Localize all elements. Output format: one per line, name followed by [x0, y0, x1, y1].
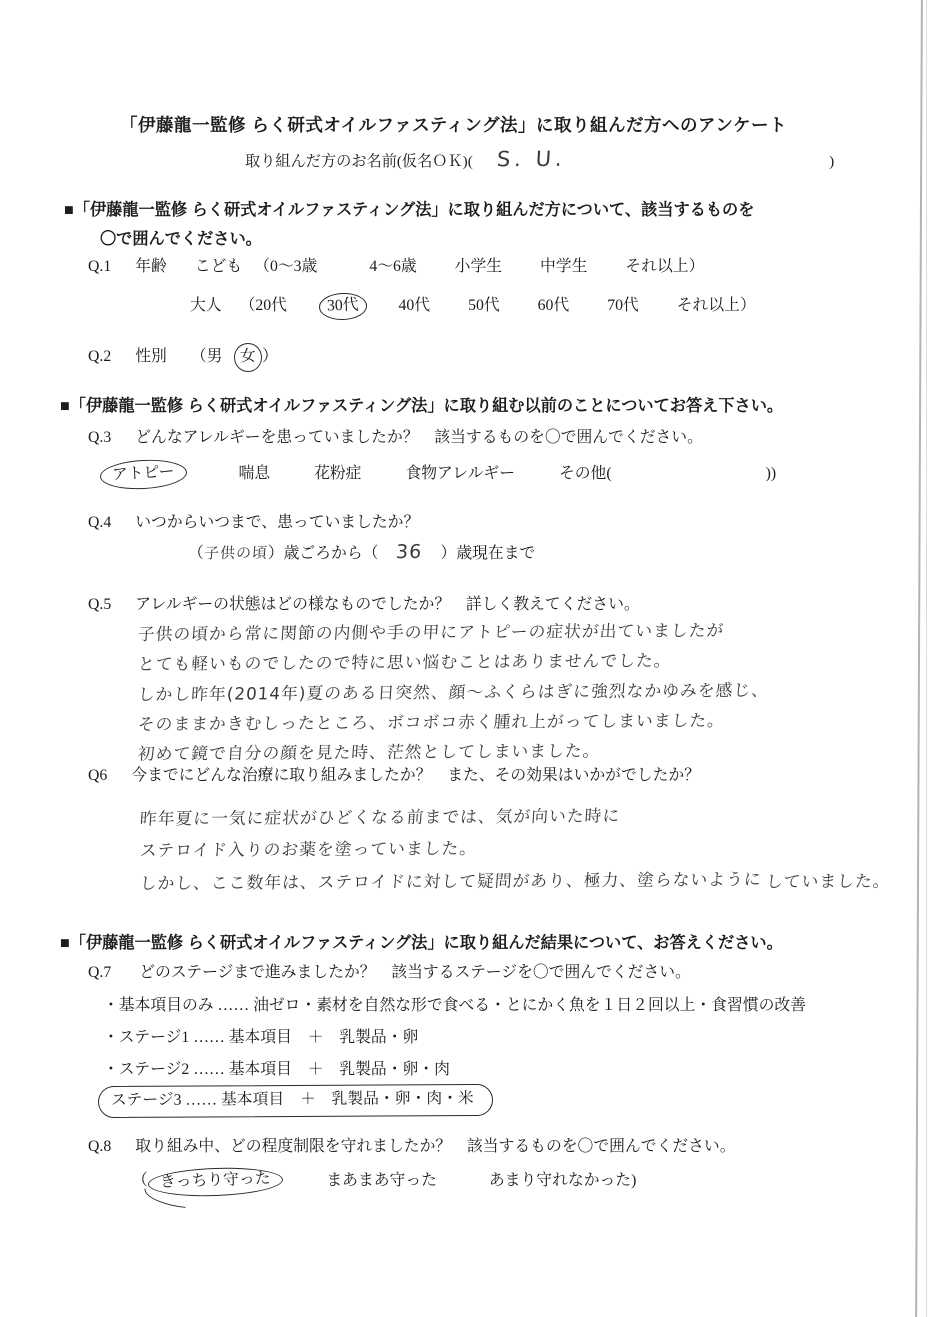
q2-opt-male: （男	[190, 348, 223, 365]
q1-opt-50s: 50代	[468, 297, 500, 314]
q6-answer-line: ステロイド入りのお薬を塗っていました。	[139, 837, 478, 861]
name-label: 取り組んだ方のお名前(仮名ＯＫ)(	[245, 153, 473, 170]
q1-child-prefix: こども	[194, 258, 243, 275]
q4-number: Q.4	[88, 514, 112, 531]
q1-opt-elementary: 小学生	[454, 258, 503, 275]
section-about-line2: 〇で囲んでください。	[100, 230, 262, 248]
q3-opt-asthma: 喘息	[238, 465, 271, 482]
q7-item-stage3-row	[98, 1085, 493, 1117]
q4-mid-text: ）歳ごろから（	[267, 545, 379, 562]
q8-options-row	[132, 1168, 636, 1196]
q6-answer-line: 昨年夏に一気に症状がひどくなる前までは、気が向いた時に	[139, 805, 621, 829]
section-before-header: ■「伊藤龍一監修 らく研式オイルファスティング法」に取り組む以前のことについてお答え下さい。	[60, 397, 784, 415]
q6-question-row	[88, 766, 700, 786]
q5-number: Q.5	[88, 596, 112, 613]
scan-edge-artifact-faint	[926, 0, 927, 1317]
q7-question-row	[88, 963, 691, 983]
q7-item-stage1: ・ステージ1 …… 基本項目 ＋ 乳製品・卵	[103, 1029, 419, 1046]
q1-opt-70s: 70代	[607, 297, 639, 314]
q4-open-paren: （	[188, 545, 204, 562]
q8-text: 取り組み中、どの程度制限を守れましたか？ 該当するものを〇で囲んでください。	[135, 1138, 736, 1155]
q1-opt-0-3: 0～3歳	[269, 258, 318, 275]
q3-question-row	[88, 428, 703, 448]
q4-close-text: ）歳現在まで	[440, 545, 536, 562]
q5-handwritten-answer	[138, 618, 930, 768]
q1-opt-40s: 40代	[398, 297, 431, 314]
q5-answer-line: そのままかきむしったところ、ボコボコ赤く腫れ上がってしまいました。	[137, 709, 726, 735]
q3-opt-atopy-circled: アトピー	[99, 458, 187, 491]
q1-opt-60s: 60代	[537, 297, 570, 314]
q4-from-age-handwritten: 子供の頃	[203, 543, 269, 563]
q7-item-stage2: ・ステージ2 …… 基本項目 ＋ 乳製品・卵・肉	[103, 1061, 450, 1078]
q1-opt-junior-high: 中学生	[540, 258, 588, 275]
q6-answer-line: していました。	[764, 870, 891, 892]
q1-opt-4-6: 4～6歳	[369, 258, 417, 275]
q8-opt-kept-strictly-circled: きっちり守った	[147, 1166, 282, 1198]
page-title: 「伊藤龍一監修 らく研式オイルファスティング法」に取り組んだ方へのアンケート	[120, 115, 787, 135]
q3-close-parens: ))	[765, 465, 777, 482]
q1-opt-adult-older: それ以上）	[676, 297, 756, 314]
q8-opt-kept-somewhat: まあまあ守った	[326, 1172, 437, 1189]
q8-question-row	[88, 1137, 736, 1157]
q3-opt-other: その他(	[558, 465, 612, 482]
q7-item-basic: ・基本項目のみ …… 油ゼロ・素材を自然な形で食べる・とにかく魚を１日２回以上・食習慣の改善	[103, 997, 806, 1014]
q8-number: Q.8	[88, 1138, 112, 1155]
q6-number: Q6	[88, 767, 108, 784]
q5-answer-line: 子供の頃から常に関節の内側や手の甲にアトピーの症状が出ていましたが	[137, 619, 725, 645]
q4-answer-row	[188, 541, 535, 565]
q3-opt-food-allergy: 食物アレルギー	[405, 465, 515, 482]
q6-handwritten-answer	[140, 802, 930, 898]
q1-adult-row	[190, 293, 756, 320]
q1-opt-30s-circled: 30代	[318, 292, 367, 320]
respondent-name-row	[245, 146, 834, 172]
name-close-paren: )	[829, 153, 835, 170]
q1-opt-child-older: それ以上）	[625, 258, 705, 275]
q3-number: Q.3	[88, 429, 112, 446]
q5-text: アレルギーの状態はどの様なものでしたか？ 詳しく教えてください。	[135, 596, 640, 613]
q1-child-row	[88, 257, 704, 277]
q8-open-paren: （	[132, 1172, 148, 1189]
q1-opt-20s: 20代	[255, 297, 287, 314]
q1-child-open-paren: （	[254, 258, 270, 275]
q1-adult-prefix: 大人	[190, 297, 222, 314]
q6-answer-line: しかし、ここ数年は、ステロイドに対して疑問があり、極力、塗らないように	[139, 868, 763, 894]
q2-row	[88, 343, 278, 372]
respondent-name-handwritten: S. U.	[495, 146, 567, 172]
q5-answer-line: しかし昨年(2014年)夏のある日突然、顔～ふくらはぎに強烈なかゆみを感じ、	[137, 679, 770, 705]
q7-item-stage3-circled: ステージ3 …… 基本項目 ＋ 乳製品・卵・肉・米	[98, 1084, 493, 1118]
q4-text: いつからいつまで、患っていましたか？	[135, 514, 420, 531]
q3-text: どんなアレルギーを患っていましたか？ 該当するものを〇で囲んでください。	[135, 429, 703, 446]
q7-text: どのステージまで進みましたか？ 該当するステージを〇で囲んでください。	[139, 964, 691, 981]
q2-opt-female-circled: 女	[234, 343, 263, 373]
q2-number: Q.2	[88, 348, 112, 365]
q5-question-row	[88, 595, 640, 615]
section-about-line1: ■「伊藤龍一監修 らく研式オイルファスティング法」に取り組んだ方について、該当するものを	[64, 201, 755, 219]
q5-answer-line: とても軽いものでしたので特に思い悩むことはありませんでした。	[137, 650, 673, 674]
q2-close-paren: ）	[262, 348, 278, 365]
q3-opt-hayfever: 花粉症	[314, 465, 362, 482]
q2-label: 性別	[135, 348, 167, 365]
q3-options-row	[100, 460, 776, 489]
q1-label: 年齢	[135, 258, 167, 275]
q6-text: 今までにどんな治療に取り組みましたか？ また、その効果はいかがでしたか？	[131, 767, 700, 784]
section-result-header: ■「伊藤龍一監修 らく研式オイルファスティング法」に取り組んだ結果について、お答えください。	[60, 934, 783, 952]
q1-number: Q.1	[88, 258, 112, 275]
q8-opt-not-kept: あまり守れなかった)	[488, 1172, 637, 1189]
q5-answer-line: 初めて鏡で自分の顔を見た時、茫然としてしまいました。	[137, 740, 602, 764]
q1-adult-open-paren: （	[239, 297, 256, 314]
q4-question-row	[88, 513, 419, 533]
q4-to-age-handwritten: 36	[395, 540, 424, 564]
q7-number: Q.7	[88, 964, 112, 981]
